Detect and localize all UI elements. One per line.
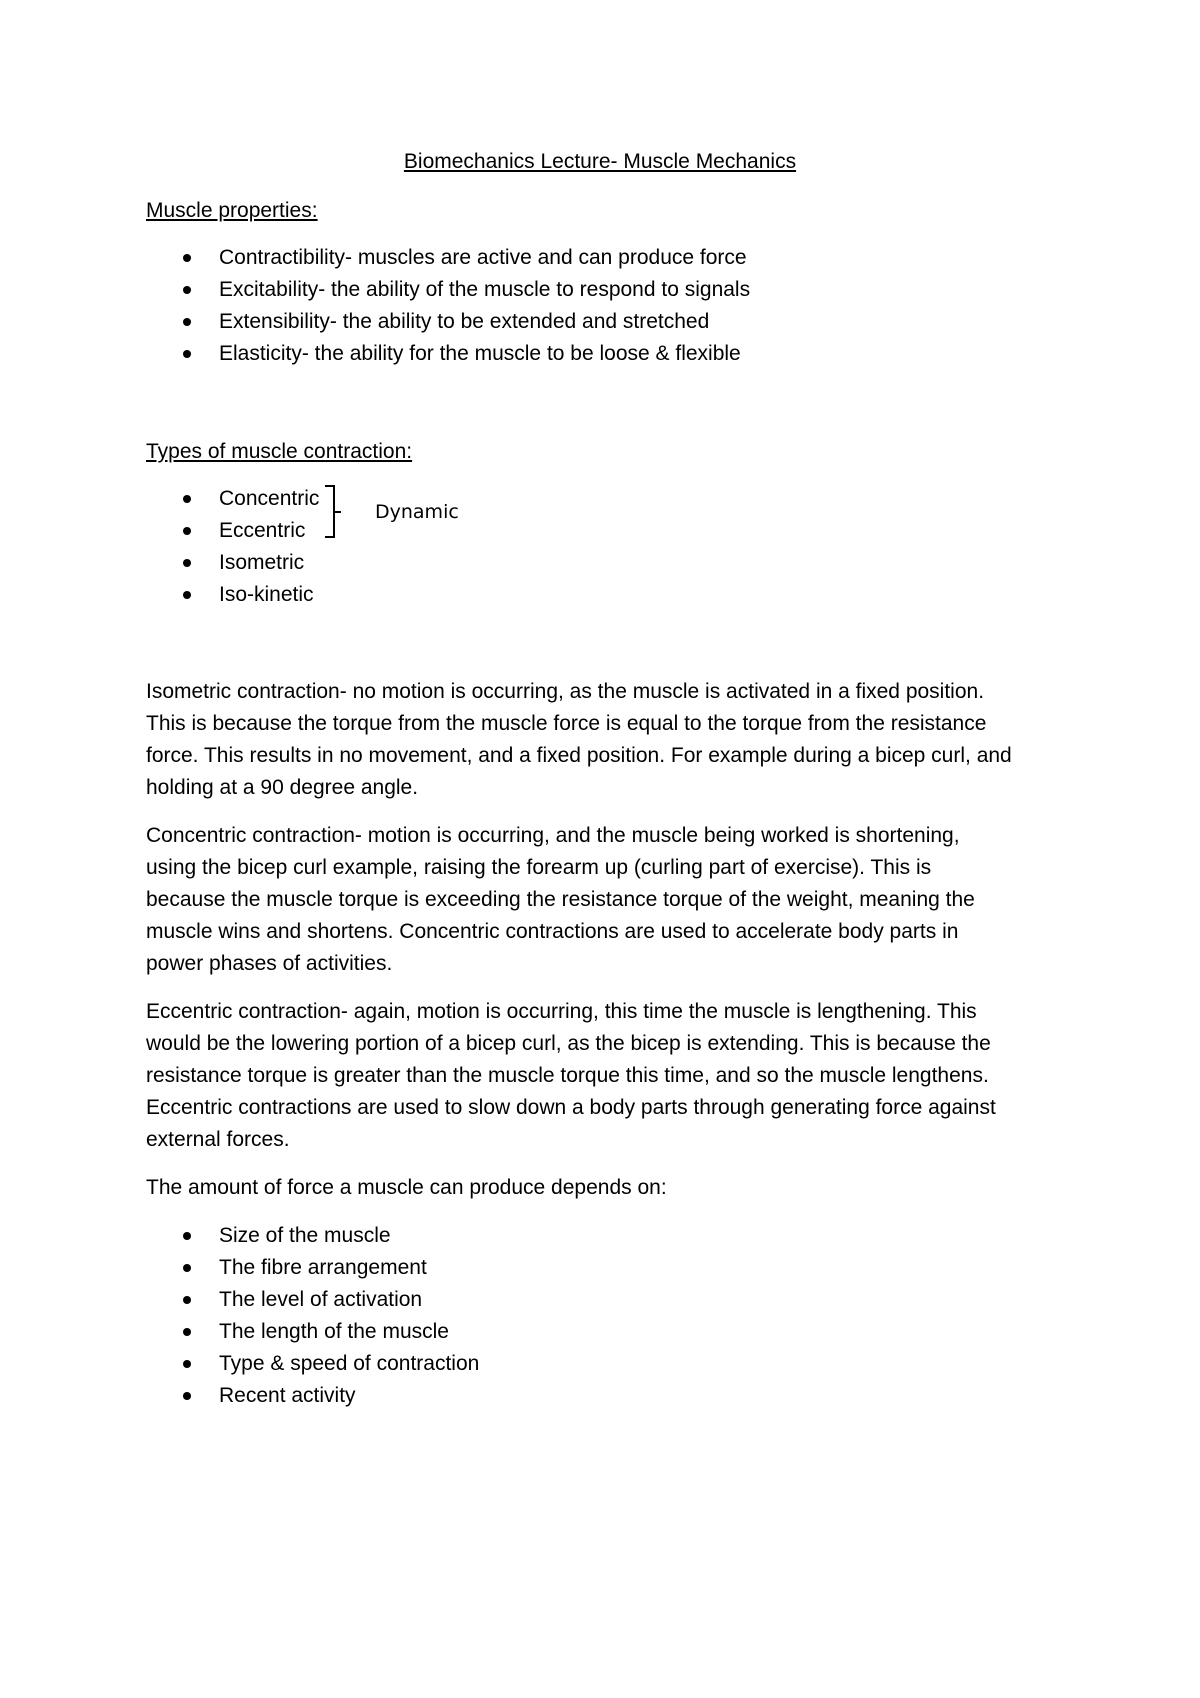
- list-item-text: Isometric: [219, 551, 305, 574]
- list-item: [0, 1284, 479, 1316]
- list-item-text: Type & speed of contraction: [219, 1352, 480, 1375]
- list-item-text: The fibre arrangement: [219, 1256, 427, 1279]
- muscle-properties-heading: Muscle properties:: [146, 199, 318, 222]
- list-item: [0, 547, 319, 579]
- bracket-tick: [335, 511, 341, 513]
- bullet-icon: [183, 1392, 191, 1400]
- bullet-icon: [183, 495, 191, 503]
- list-item: [0, 1252, 479, 1284]
- list-item: [0, 483, 319, 515]
- bullet-icon: [183, 591, 191, 599]
- force-factors-intro: The amount of force a muscle can produce depends on:: [146, 1176, 667, 1199]
- paragraph-line: Concentric contraction- motion is occurring, and the muscle being worked is shortening,: [146, 824, 960, 847]
- paragraph-line: resistance torque is greater than the muscle torque this time, and so the muscle lengthens.: [146, 1064, 989, 1087]
- paragraph-line: Eccentric contraction- again, motion is occurring, this time the muscle is lengthening. This: [146, 1000, 977, 1023]
- bullet-icon: [183, 1264, 191, 1272]
- concentric-paragraph: [146, 820, 1076, 980]
- paragraph-line: muscle wins and shortens. Concentric contractions are used to accelerate body parts in: [146, 920, 959, 943]
- contraction-types-list: [0, 483, 319, 611]
- list-item-text: Contractibility- muscles are active and can produce force: [219, 246, 747, 269]
- paragraph-line: This is because the torque from the muscle force is equal to the torque from the resistance: [146, 712, 987, 735]
- paragraph-line: Isometric contraction- no motion is occurring, as the muscle is activated in a fixed position.: [146, 680, 985, 703]
- list-item-text: Excitability- the ability of the muscle to respond to signals: [219, 278, 751, 301]
- bullet-icon: [183, 1232, 191, 1240]
- paragraph-line: holding at a 90 degree angle.: [146, 776, 419, 799]
- paragraph-line: Eccentric contractions are used to slow down a body parts through generating force against: [146, 1096, 996, 1119]
- list-item: [0, 515, 319, 547]
- list-item-text: Extensibility- the ability to be extended and stretched: [219, 310, 710, 333]
- paragraph-line: would be the lowering portion of a bicep curl, as the bicep is extending. This is because the: [146, 1032, 991, 1055]
- list-item-text: Elasticity- the ability for the muscle to be loose & flexible: [219, 342, 741, 365]
- paragraph-line: power phases of activities.: [146, 952, 393, 975]
- list-item: [0, 1220, 479, 1252]
- paragraph-line: because the muscle torque is exceeding the resistance torque of the weight, meaning the: [146, 888, 975, 911]
- list-item: [0, 274, 750, 306]
- list-item-text: The length of the muscle: [219, 1320, 449, 1343]
- eccentric-paragraph: [146, 996, 1076, 1156]
- dynamic-group-label: Dynamic: [375, 501, 459, 523]
- bullet-icon: [183, 1296, 191, 1304]
- bullet-icon: [183, 1328, 191, 1336]
- muscle-properties-list: [0, 242, 750, 370]
- list-item-text: Eccentric: [219, 519, 306, 542]
- list-item: [0, 338, 750, 370]
- bullet-icon: [183, 286, 191, 294]
- document-title: Biomechanics Lecture- Muscle Mechanics: [403, 150, 797, 173]
- list-item: [0, 1316, 479, 1348]
- list-item: [0, 306, 750, 338]
- bullet-icon: [183, 350, 191, 358]
- list-item-text: The level of activation: [219, 1288, 423, 1311]
- contraction-types-heading: Types of muscle contraction:: [146, 440, 413, 463]
- force-factors-list: [0, 1220, 479, 1412]
- list-item-text: Size of the muscle: [219, 1224, 391, 1247]
- isometric-paragraph: [146, 676, 1076, 804]
- bullet-icon: [183, 318, 191, 326]
- list-item: [0, 1380, 479, 1412]
- bullet-icon: [183, 254, 191, 262]
- list-item: [0, 579, 319, 611]
- paragraph-line: external forces.: [146, 1128, 290, 1151]
- bullet-icon: [183, 527, 191, 535]
- list-item: [0, 1348, 479, 1380]
- bullet-icon: [183, 559, 191, 567]
- list-item-text: Recent activity: [219, 1384, 356, 1407]
- list-item-text: Iso-kinetic: [219, 583, 314, 606]
- bullet-icon: [183, 1360, 191, 1368]
- bracket-icon: [325, 485, 335, 538]
- paragraph-line: using the bicep curl example, raising the forearm up (curling part of exercise). This is: [146, 856, 932, 879]
- paragraph-line: force. This results in no movement, and a fixed position. For example during a bicep curl, and: [146, 744, 1012, 767]
- list-item: [0, 242, 750, 274]
- list-item-text: Concentric: [219, 487, 320, 510]
